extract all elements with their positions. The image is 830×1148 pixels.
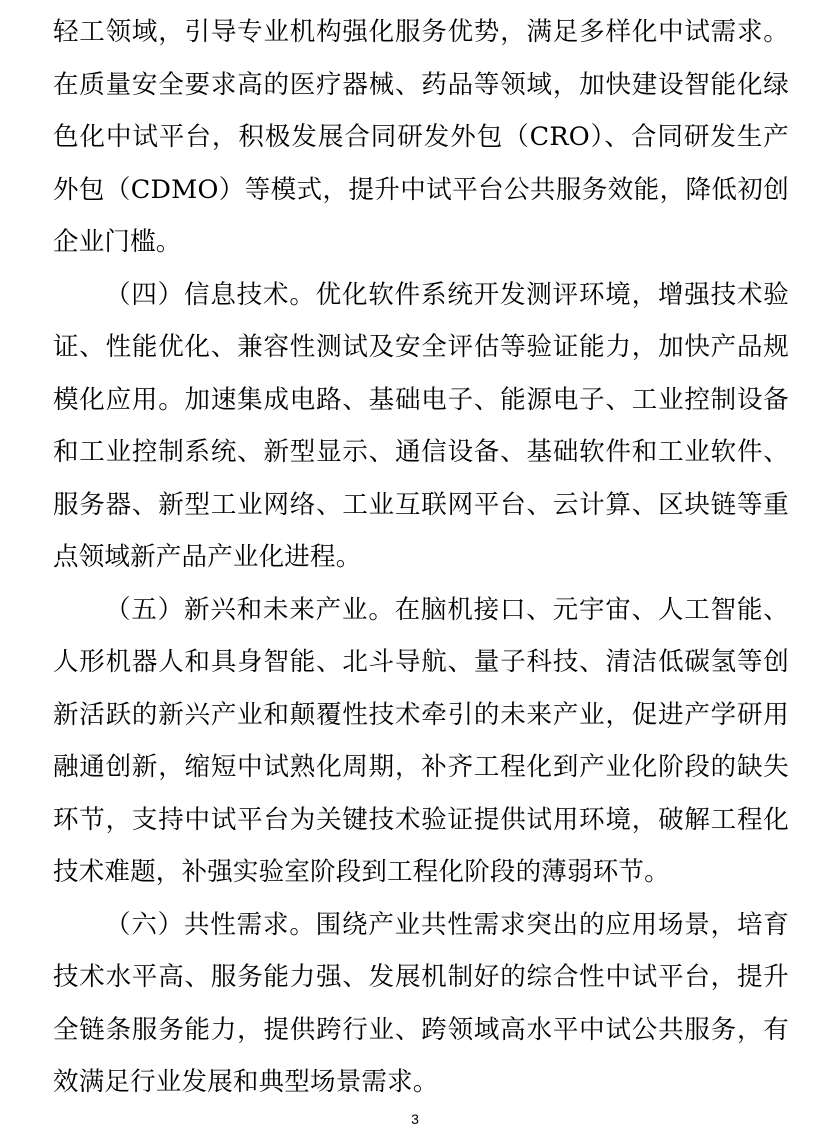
text-line: 技术难题，补强实验室阶段到工程化阶段的薄弱环节。 (53, 857, 670, 887)
text-line: 效满足行业发展和典型场景需求。 (53, 1067, 439, 1097)
section-heading-line: （六）共性需求。围绕产业共性需求突出的应用场景，培育 (105, 909, 789, 940)
text-line: 外包（CDMO）等模式，提升中试平台公共服务效能，降低初创 (53, 174, 789, 205)
text-line: 融通创新，缩短中试熟化周期，补齐工程化到产业化阶段的缺失 (53, 752, 789, 782)
text-line: 和工业控制系统、新型显示、通信设备、基础软件和工业软件、 (53, 437, 789, 467)
section-heading-line: （五）新兴和未来产业。在脑机接口、元宇宙、人工智能、 (105, 594, 789, 625)
text-line: 企业门槛。 (53, 227, 182, 257)
text-line: 新活跃的新兴产业和颠覆性技术牵引的未来产业，促进产学研用 (53, 699, 789, 730)
text-line: 环节，支持中试平台为关键技术验证提供试用环境，破解工程化 (53, 804, 789, 835)
text-line: 证、性能优化、兼容性测试及安全评估等验证能力，加快产品规 (53, 332, 789, 362)
text-line: 服务器、新型工业网络、工业互联网平台、云计算、区块链等重 (53, 489, 789, 520)
page-number: 3 (411, 1111, 419, 1127)
text-line: 人形机器人和具身智能、北斗导航、量子科技、清洁低碳氢等创 (53, 647, 789, 677)
body-text (53, 6, 789, 1109)
text-line: 点领域新产品产业化进程。 (53, 542, 362, 572)
text-line: 模化应用。加速集成电路、基础电子、能源电子、工业控制设备 (53, 384, 789, 415)
text-line: 全链条服务能力，提供跨行业、跨领域高水平中试公共服务，有 (53, 1014, 789, 1045)
text-line: 技术水平高、服务能力强、发展机制好的综合性中试平台，提升 (53, 962, 789, 992)
section-heading-line: （四）信息技术。优化软件系统开发测评环境，增强技术验 (105, 279, 789, 310)
text-line: 在质量安全要求高的医疗器械、药品等领域，加快建设智能化绿 (53, 69, 789, 100)
text-line: 色化中试平台，积极发展合同研发外包（CRO）、合同研发生产 (53, 122, 789, 152)
text-line: 轻工领域，引导专业机构强化服务优势，满足多样化中试需求。 (53, 17, 789, 47)
